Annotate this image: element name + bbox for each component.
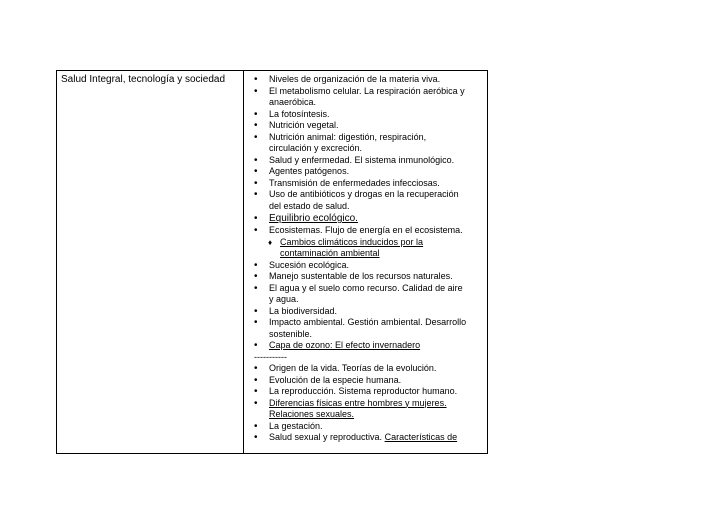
bullet-icon: •	[254, 120, 258, 131]
list-item: • Manejo sustentable de los recursos naturales.	[254, 271, 453, 282]
list-item: • Niveles de organización de la materia viva.	[254, 74, 441, 85]
bullet-icon: •	[254, 166, 258, 177]
list-item: • Nutrición animal: digestión, respiración, circulación y excreción.	[254, 131, 427, 153]
bullet-icon: •	[254, 363, 258, 374]
bullet-icon: •	[254, 317, 258, 328]
list-item: • La reproducción. Sistema reproductor humano.	[254, 386, 458, 397]
bullet-icon: •	[254, 259, 258, 271]
list-item: • Salud y enfermedad. El sistema inmunológico.	[254, 154, 455, 166]
list-item: • Transmisión de enfermedades infecciosas.	[254, 177, 440, 189]
list-item: • Capa de ozono: El efecto invernadero	[254, 340, 421, 351]
list-item: • Origen de la vida. Teorías de la evolución.	[254, 363, 437, 374]
bullet-icon: •	[254, 386, 258, 397]
subject-title: Salud Integral, tecnología y sociedad	[61, 74, 225, 85]
list-item: • Ecosistemas. Flujo de energía en el ecosistema.	[254, 225, 463, 236]
underlined-topic: Equilibrio ecológico.	[269, 213, 358, 224]
curriculum-table	[56, 70, 488, 454]
list-item: • Diferencias físicas entre hombres y mujeres. Relaciones sexuales.	[254, 397, 447, 419]
bullet-icon: •	[254, 177, 258, 189]
list-item: • La biodiversidad.	[254, 305, 338, 317]
list-item: • Sucesión ecológica.	[254, 259, 350, 271]
list-item: • Agentes patógenos.	[254, 166, 350, 177]
list-item: • Salud sexual y reproductiva. Características de	[254, 432, 458, 443]
list-item	[244, 212, 487, 225]
bullet-icon: •	[254, 154, 258, 166]
bullet-icon: •	[254, 432, 258, 443]
list-item: • Uso de antibióticos y drogas en la recuperación del estado de salud.	[254, 189, 459, 211]
bullet-icon: •	[254, 271, 258, 282]
list-item: • Evolución de la especie humana.	[254, 374, 402, 386]
bullet-icon: •	[254, 131, 258, 143]
bullet-icon: •	[254, 397, 258, 409]
list-item: • El agua y el suelo como recurso. Calidad de aire y agua.	[254, 282, 463, 304]
bullet-icon: •	[254, 74, 258, 85]
bullet-icon: •	[254, 374, 258, 386]
bullet-icon: •	[254, 305, 258, 317]
diamond-bullet-icon: ♦	[268, 237, 273, 247]
bullet-icon: •	[254, 420, 258, 432]
bullet-icon: •	[254, 108, 258, 120]
bullet-icon: •	[254, 85, 258, 97]
topics-cell	[244, 71, 488, 454]
list-item: • Nutrición vegetal.	[254, 120, 339, 131]
bullet-icon: •	[254, 213, 258, 224]
list-item: • La fotosíntesis.	[254, 108, 330, 120]
table-row	[57, 71, 488, 454]
bullet-icon: •	[254, 282, 258, 294]
topics-list	[244, 71, 487, 444]
subject-cell	[57, 71, 244, 454]
list-item: • El metabolismo celular. La respiración aeróbica y anaeróbica.	[254, 85, 465, 107]
list-item: • Impacto ambiental. Gestión ambiental. Desarrollo sostenible.	[254, 317, 467, 339]
bullet-icon: •	[254, 225, 258, 236]
sub-list-item: ♦ Cambios climáticos inducidos por la contaminación ambiental	[268, 236, 424, 258]
list-item: • La gestación.	[254, 420, 323, 432]
bullet-icon: •	[254, 340, 258, 351]
bullet-icon: •	[254, 189, 258, 200]
separator-line: -----------	[254, 351, 287, 362]
